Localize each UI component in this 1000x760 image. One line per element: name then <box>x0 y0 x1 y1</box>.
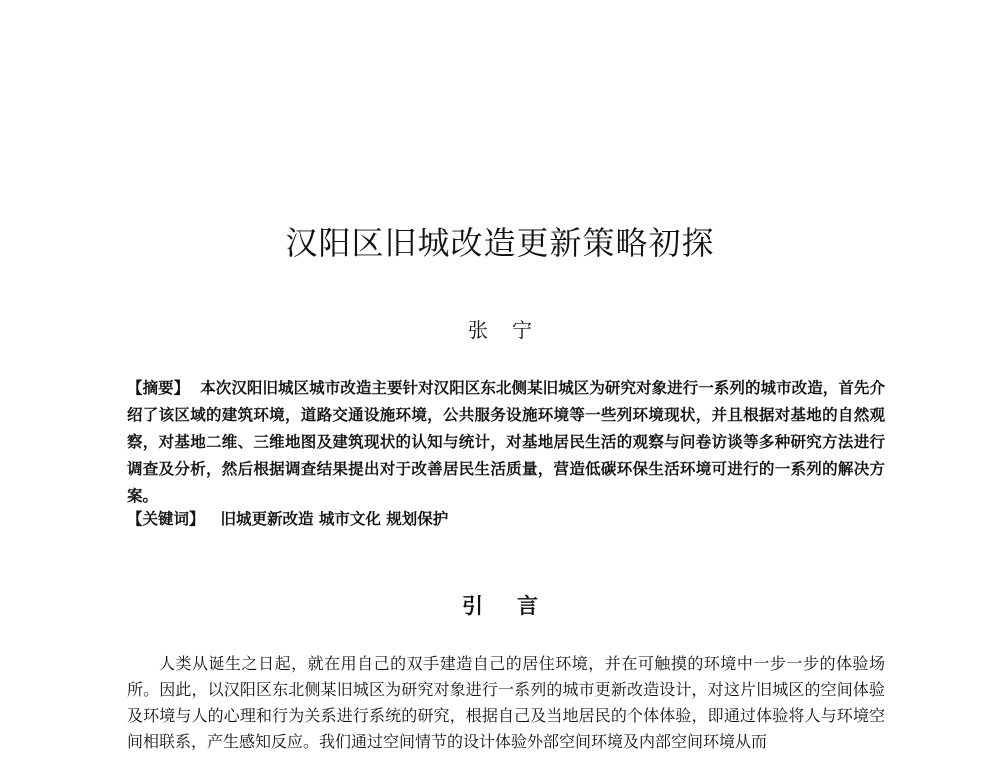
abstract-label: 【摘要】 <box>127 378 190 397</box>
keywords-block <box>127 505 885 532</box>
section-heading-introduction: 引言 <box>462 594 572 618</box>
abstract-text: 本次汉阳旧城区城市改造主要针对汉阳区东北侧某旧城区为研究对象进行一系列的城市改造，首先介绍了该区域的建筑环境，道路交通设施环境，公共服务设施环境等一些列环境现状，并且根据对基地的自然观察，对基地二维、三维地图及建筑现状的认知与统计，对基地居民生活的观察与问卷访谈等多种研究方法进行调查及分析，然后根据调查结果提出对于改善居民生活质量，营造低碳环保生活环境可进行的一系列的解决方案。 <box>127 378 885 505</box>
paper-title: 汉阳区旧城改造更新策略初探 <box>285 224 715 262</box>
body-paragraph: 人类从诞生之日起，就在用自己的双手建造自己的居住环境，并在可触摸的环境中一步一步的体验场所。因此，以汉阳区东北侧某旧城区为研究对象进行一系列的城市更新改造设计，对这片旧城区的空间体验及环境与人的心理和行为关系进行系统的研究，根据自己及当地居民的个体体验，即通过体验将人与环境空间相联系，产生感知反应。我们通过空间情节的设计体验外部空间环境及内部空间环境从而 <box>127 654 885 751</box>
keywords-label: 【关键词】 <box>127 509 205 528</box>
abstract-block <box>127 374 885 509</box>
author-name: 张宁 <box>468 318 556 342</box>
keywords-text: 旧城更新改造 城市文化 规划保护 <box>220 509 449 528</box>
